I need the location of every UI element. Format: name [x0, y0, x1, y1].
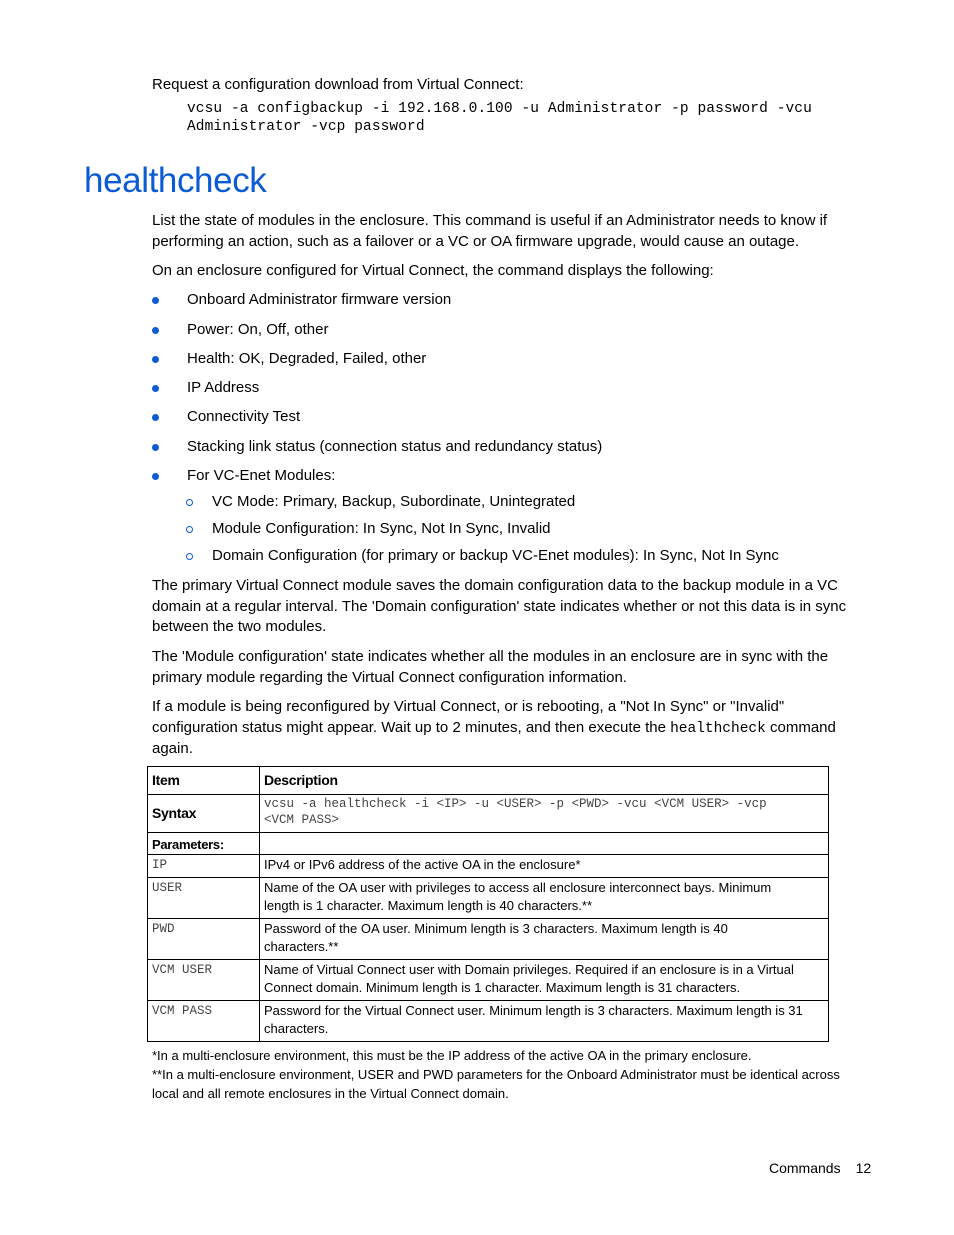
inline-code: healthcheck	[670, 720, 766, 737]
table-header-row	[148, 767, 829, 795]
paragraph-line: again.	[152, 740, 193, 757]
param-description: Name of the OA user with privileges to access all enclosure interconnect bays. Minimum length is 1 character. Maximum length is 40 characters.**	[260, 878, 829, 919]
circle-bullet-icon	[186, 526, 193, 533]
param-name: PWD	[148, 919, 260, 960]
bullet-icon	[152, 297, 159, 304]
table-row	[148, 795, 829, 833]
syntax-label: Syntax	[148, 795, 260, 833]
table-row	[148, 855, 829, 878]
paragraph-line: between the two modules.	[152, 618, 327, 635]
paragraph	[152, 211, 827, 252]
footnote: **In a multi-enclosure environment, USER and PWD parameters for the Onboard Administrator must be identical across local and all remote enclosures in the Virtual Connect domain.	[152, 1067, 840, 1101]
intro-text: Request a configuration download from Virtual Connect:	[152, 76, 524, 93]
param-name: VCM USER	[148, 960, 260, 1001]
param-description: Name of Virtual Connect user with Domain privileges. Required if an enclosure is in a Virtual Connect domain. Minimum length is 1 character. Maximum length is 31 characters.	[260, 960, 829, 1001]
paragraph-line: configuration status might appear. Wait up to 2 minutes, and then execute the healthcheck command	[152, 718, 836, 737]
param-name: VCM PASS	[148, 1001, 260, 1042]
paragraph-line: The 'Module configuration' state indicates whether all the modules in an enclosure are in sync with the	[152, 648, 829, 665]
paragraph	[152, 697, 836, 760]
paragraph: On an enclosure configured for Virtual Connect, the command displays the following:	[152, 262, 714, 279]
table-row	[148, 919, 829, 960]
bullet-icon	[152, 327, 159, 334]
paragraph-line: If a module is being reconfigured by Virtual Connect, or is rebooting, a "Not In Sync" or "Invalid"	[152, 698, 785, 715]
table-row	[148, 1001, 829, 1042]
page-number: 12	[855, 1160, 872, 1176]
parameters-table	[147, 766, 829, 1042]
circle-bullet-icon	[186, 499, 193, 506]
paragraph	[152, 576, 846, 638]
column-header-description: Description	[260, 767, 829, 795]
param-name: IP	[148, 855, 260, 878]
param-description: Password for the Virtual Connect user. Minimum length is 3 characters. Maximum length is 31 characters.	[260, 1001, 829, 1042]
section-heading: healthcheck	[84, 161, 267, 200]
param-description: Password of the OA user. Minimum length is 3 characters. Maximum length is 40 characters.**	[260, 919, 829, 960]
bullet-icon	[152, 414, 159, 421]
column-header-item: Item	[148, 767, 260, 795]
bullet-icon	[152, 473, 159, 480]
bullet-icon	[152, 444, 159, 451]
paragraph-line: primary module regarding the Virtual Connect configuration information.	[152, 668, 627, 686]
footnote: *In a multi-enclosure environment, this must be the IP address of the active OA in the primary enclosure.	[152, 1048, 752, 1063]
empty-cell	[260, 833, 829, 855]
param-description: IPv4 or IPv6 address of the active OA in the enclosure*	[260, 855, 829, 878]
circle-bullet-icon	[186, 553, 193, 560]
code-line: vcsu -a configbackup -i 192.168.0.100 -u Administrator -p password -vcu	[187, 101, 812, 117]
bullet-icon	[152, 385, 159, 392]
footer-section: Commands	[769, 1160, 841, 1176]
paragraph-line: performing an action, such as a failover or a VC or OA firmware upgrade, would cause an outage.	[152, 232, 800, 250]
paragraph	[152, 647, 828, 688]
table-row	[148, 960, 829, 1001]
page-footer	[769, 1158, 871, 1178]
table-row	[148, 878, 829, 919]
code-line: Administrator -vcp password	[187, 119, 425, 135]
syntax-cell: vcsu -a healthcheck -i <IP> -u <USER> -p <PWD> -vcu <VCM USER> -vcp <VCM PASS>	[260, 795, 829, 833]
bullet-icon	[152, 356, 159, 363]
paragraph-line: List the state of modules in the enclosure. This command is useful if an Administrator needs to know if	[152, 212, 828, 229]
param-name: USER	[148, 878, 260, 919]
paragraph-line: domain at a regular interval. The 'Domain configuration' state indicates whether or not this data is in sync	[152, 597, 847, 615]
table-row	[148, 833, 829, 855]
paragraph-line: The primary Virtual Connect module saves the domain configuration data to the backup module in a VC	[152, 577, 838, 594]
parameters-label: Parameters:	[148, 833, 260, 855]
